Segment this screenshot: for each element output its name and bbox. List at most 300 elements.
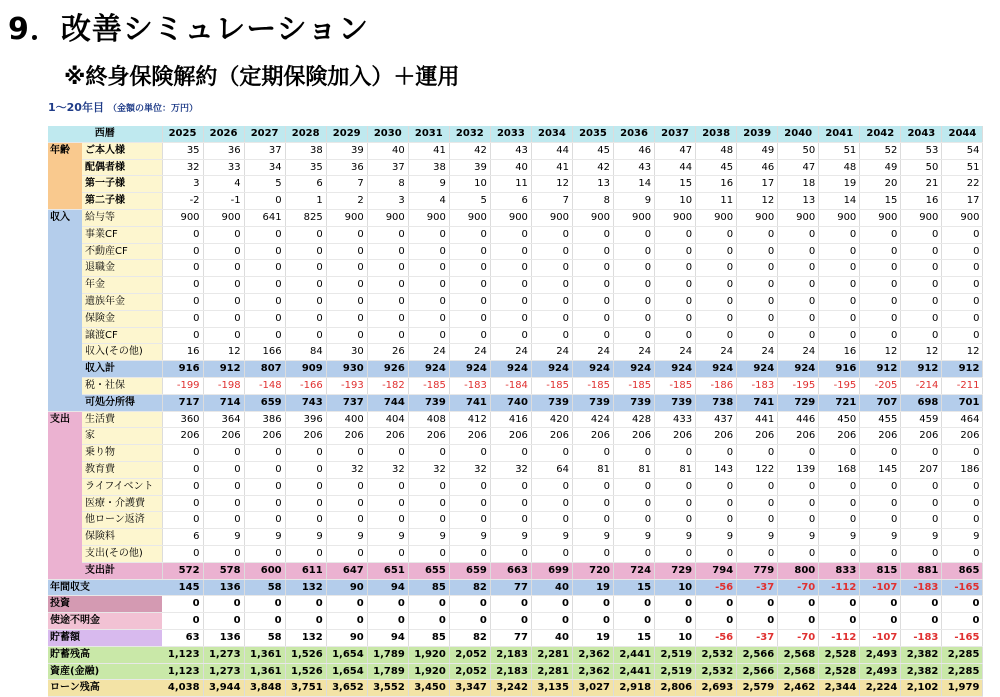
value-cell: 0 (614, 445, 655, 462)
value-cell: 206 (408, 428, 449, 445)
table-row (48, 142, 983, 159)
value-cell: 0 (244, 277, 285, 294)
value-cell: 0 (367, 613, 408, 630)
value-cell: 0 (942, 260, 983, 277)
value-cell: -199 (162, 377, 203, 394)
value-cell: 32 (367, 461, 408, 478)
value-cell: 0 (490, 478, 531, 495)
value-cell: 0 (203, 545, 244, 562)
table-row (48, 613, 983, 630)
value-cell: 0 (162, 596, 203, 613)
value-cell: 0 (285, 310, 326, 327)
value-cell: 2,806 (655, 680, 696, 697)
value-cell: 0 (531, 310, 572, 327)
value-cell: 924 (614, 361, 655, 378)
value-cell: 12 (942, 344, 983, 361)
value-cell: 206 (901, 428, 942, 445)
value-cell: 206 (737, 428, 778, 445)
row-group-label: 投資 (48, 596, 162, 613)
value-cell: 206 (367, 428, 408, 445)
value-cell: 32 (490, 461, 531, 478)
value-cell: 655 (408, 562, 449, 579)
value-cell: 24 (449, 344, 490, 361)
value-cell: 0 (408, 277, 449, 294)
value-cell: 0 (162, 512, 203, 529)
value-cell: 0 (860, 277, 901, 294)
value-cell: 0 (819, 293, 860, 310)
value-cell: 0 (614, 478, 655, 495)
value-cell: 0 (901, 310, 942, 327)
value-cell: 1,361 (244, 646, 285, 663)
value-cell: 0 (778, 512, 819, 529)
value-cell: 659 (244, 394, 285, 411)
value-cell: 32 (326, 461, 367, 478)
value-cell: 206 (531, 428, 572, 445)
value-cell: 0 (203, 277, 244, 294)
value-cell: 404 (367, 411, 408, 428)
value-cell: 0 (244, 495, 285, 512)
value-cell: 0 (162, 277, 203, 294)
value-cell: 924 (737, 361, 778, 378)
value-cell: 0 (244, 193, 285, 210)
value-cell: 0 (490, 445, 531, 462)
value-cell: 52 (860, 142, 901, 159)
value-cell: 0 (614, 545, 655, 562)
value-cell: 0 (531, 478, 572, 495)
value-cell: 0 (408, 293, 449, 310)
value-cell: 0 (696, 495, 737, 512)
value-cell: 2,568 (778, 663, 819, 680)
value-cell: 12 (860, 344, 901, 361)
value-cell: 39 (326, 142, 367, 159)
value-cell: 12 (203, 344, 244, 361)
value-cell: 143 (696, 461, 737, 478)
value-cell: 0 (696, 478, 737, 495)
value-cell: 58 (244, 579, 285, 596)
value-cell: 0 (778, 260, 819, 277)
value-cell: 63 (162, 629, 203, 646)
value-cell: 0 (819, 613, 860, 630)
year-header-row (48, 126, 983, 142)
value-cell: 9 (614, 529, 655, 546)
value-cell: 0 (244, 260, 285, 277)
value-cell: 437 (696, 411, 737, 428)
value-cell: 90 (326, 579, 367, 596)
value-cell: 0 (942, 277, 983, 294)
value-cell: 3 (162, 176, 203, 193)
value-cell: 912 (860, 361, 901, 378)
value-cell: 2,519 (655, 663, 696, 680)
value-cell: 77 (490, 629, 531, 646)
value-cell: 19 (572, 629, 613, 646)
value-cell: 0 (162, 310, 203, 327)
value-cell: 0 (942, 243, 983, 260)
value-cell: 17 (737, 176, 778, 193)
value-cell: 0 (860, 226, 901, 243)
page-subtitle: ※終身保険解約（定期保険加入）＋運用 (64, 65, 460, 90)
value-cell: -112 (819, 579, 860, 596)
value-cell: 0 (490, 260, 531, 277)
year-header-cell: 2030 (367, 126, 408, 142)
table-row (48, 445, 983, 462)
value-cell: 10 (655, 629, 696, 646)
value-cell: 34 (244, 159, 285, 176)
value-cell: 0 (942, 512, 983, 529)
value-cell: 0 (614, 495, 655, 512)
table-row (48, 193, 983, 210)
value-cell: 720 (572, 562, 613, 579)
value-cell: 0 (572, 545, 613, 562)
row-label: ご本人様 (82, 142, 162, 159)
table-body (48, 142, 983, 696)
value-cell: 14 (614, 176, 655, 193)
value-cell: 900 (901, 209, 942, 226)
value-cell: 3,751 (285, 680, 326, 697)
row-label: ライフイベント (82, 478, 162, 495)
row-group-label: 貯蓄残高 (48, 646, 162, 663)
value-cell: 900 (531, 209, 572, 226)
value-cell: 0 (572, 478, 613, 495)
value-cell: 412 (449, 411, 490, 428)
value-cell: 0 (572, 327, 613, 344)
value-cell: 2,344 (819, 680, 860, 697)
value-cell: 0 (860, 293, 901, 310)
value-cell: 206 (244, 428, 285, 445)
value-cell: 0 (326, 327, 367, 344)
value-cell: -70 (778, 579, 819, 596)
row-label: 退職金 (82, 260, 162, 277)
row-group-label: 貯蓄額 (48, 629, 162, 646)
value-cell: 900 (367, 209, 408, 226)
value-cell: 0 (819, 277, 860, 294)
value-cell: 0 (531, 277, 572, 294)
value-cell: 2,532 (696, 663, 737, 680)
value-cell: 0 (819, 495, 860, 512)
value-cell: 0 (696, 512, 737, 529)
value-cell: 900 (572, 209, 613, 226)
value-cell: 38 (408, 159, 449, 176)
value-cell: -193 (326, 377, 367, 394)
value-cell: 0 (572, 293, 613, 310)
value-cell: 94 (367, 579, 408, 596)
row-label: 譲渡CF (82, 327, 162, 344)
value-cell: 0 (531, 596, 572, 613)
value-cell: 0 (572, 512, 613, 529)
value-cell: 930 (326, 361, 367, 378)
value-cell: 207 (901, 461, 942, 478)
value-cell: -198 (203, 377, 244, 394)
value-cell: 2,493 (860, 646, 901, 663)
value-cell: 408 (408, 411, 449, 428)
page-title: 9．改善シミュレーション (8, 12, 370, 47)
value-cell: 446 (778, 411, 819, 428)
row-label: 収入(その他) (82, 344, 162, 361)
value-cell: 0 (655, 495, 696, 512)
value-cell: 0 (285, 545, 326, 562)
value-cell: 206 (490, 428, 531, 445)
value-cell: 2,382 (901, 646, 942, 663)
value-cell: 0 (860, 613, 901, 630)
value-cell: 0 (614, 512, 655, 529)
value-cell: 19 (819, 176, 860, 193)
value-cell: 0 (408, 445, 449, 462)
value-cell: -185 (572, 377, 613, 394)
value-cell: -185 (531, 377, 572, 394)
value-cell: 9 (531, 529, 572, 546)
row-label: 支出計 (82, 562, 162, 579)
value-cell: 0 (655, 277, 696, 294)
value-cell: 0 (367, 293, 408, 310)
value-cell: -183 (737, 377, 778, 394)
value-cell: 2,224 (860, 680, 901, 697)
period-label: 1～20年目 (48, 101, 104, 114)
row-label: 事業CF (82, 226, 162, 243)
value-cell: 464 (942, 411, 983, 428)
value-cell: 0 (531, 243, 572, 260)
value-cell: 0 (490, 277, 531, 294)
table-row (48, 293, 983, 310)
value-cell: 46 (737, 159, 778, 176)
value-cell: 807 (244, 361, 285, 378)
value-cell: 0 (326, 243, 367, 260)
value-cell: -211 (942, 377, 983, 394)
value-cell: 0 (572, 310, 613, 327)
value-cell: 364 (203, 411, 244, 428)
value-cell: 909 (285, 361, 326, 378)
value-cell: 0 (860, 495, 901, 512)
value-cell: 0 (737, 596, 778, 613)
value-cell: 9 (449, 529, 490, 546)
value-cell: 0 (367, 327, 408, 344)
value-cell: 64 (531, 461, 572, 478)
value-cell: 0 (614, 327, 655, 344)
value-cell: 0 (408, 596, 449, 613)
value-cell: 0 (778, 613, 819, 630)
year-header-cell: 2041 (819, 126, 860, 142)
value-cell: 900 (203, 209, 244, 226)
value-cell: 9 (244, 529, 285, 546)
value-cell: 50 (778, 142, 819, 159)
value-cell: 3,652 (326, 680, 367, 697)
value-cell: 0 (614, 293, 655, 310)
value-cell: 0 (778, 478, 819, 495)
value-cell: 0 (942, 327, 983, 344)
value-cell: 9 (572, 529, 613, 546)
value-cell: 924 (572, 361, 613, 378)
value-cell: 721 (819, 394, 860, 411)
value-cell: 0 (942, 596, 983, 613)
year-header-cell: 2033 (490, 126, 531, 142)
value-cell: 0 (737, 243, 778, 260)
value-cell: 0 (490, 226, 531, 243)
value-cell: 0 (696, 445, 737, 462)
year-header-cell: 2038 (696, 126, 737, 142)
value-cell: 24 (778, 344, 819, 361)
value-cell: 13 (572, 176, 613, 193)
value-cell: -195 (778, 377, 819, 394)
table-row (48, 596, 983, 613)
value-cell: 0 (490, 512, 531, 529)
value-cell: 738 (696, 394, 737, 411)
value-cell: 714 (203, 394, 244, 411)
year-header-cell: 2028 (285, 126, 326, 142)
value-cell: 0 (655, 512, 696, 529)
value-cell: 5 (449, 193, 490, 210)
value-cell: 1,920 (408, 646, 449, 663)
value-cell: 35 (162, 142, 203, 159)
value-cell: 206 (778, 428, 819, 445)
value-cell: 44 (655, 159, 696, 176)
value-cell: 833 (819, 562, 860, 579)
value-cell: 360 (162, 411, 203, 428)
value-cell: 2 (326, 193, 367, 210)
value-cell: 739 (614, 394, 655, 411)
value-cell: 9 (860, 529, 901, 546)
value-cell: 0 (819, 596, 860, 613)
value-cell: 0 (285, 445, 326, 462)
value-cell: 641 (244, 209, 285, 226)
value-cell: 2,519 (655, 646, 696, 663)
value-cell: 49 (737, 142, 778, 159)
value-cell: 0 (162, 243, 203, 260)
year-header-cell: 2044 (942, 126, 983, 142)
value-cell: 924 (778, 361, 819, 378)
value-cell: 206 (860, 428, 901, 445)
value-cell: 912 (942, 361, 983, 378)
value-cell: 4 (203, 176, 244, 193)
value-cell: 0 (737, 260, 778, 277)
value-cell: 924 (655, 361, 696, 378)
value-cell: 912 (203, 361, 244, 378)
value-cell: 2,382 (901, 663, 942, 680)
value-cell: 0 (203, 310, 244, 327)
row-label: 税・社保 (82, 377, 162, 394)
table-row (48, 428, 983, 445)
value-cell: -112 (819, 629, 860, 646)
value-cell: 0 (737, 495, 778, 512)
value-cell: 0 (367, 596, 408, 613)
value-cell: -185 (655, 377, 696, 394)
value-cell: 0 (285, 461, 326, 478)
value-cell: 12 (901, 344, 942, 361)
year-header-cell: 2039 (737, 126, 778, 142)
value-cell: 0 (162, 461, 203, 478)
value-cell: 0 (285, 596, 326, 613)
value-cell: 0 (901, 445, 942, 462)
value-cell: 0 (367, 226, 408, 243)
value-cell: 0 (203, 495, 244, 512)
value-cell: 0 (860, 310, 901, 327)
value-cell: 924 (408, 361, 449, 378)
value-cell: 0 (614, 613, 655, 630)
value-cell: 2,285 (942, 646, 983, 663)
value-cell: 0 (696, 260, 737, 277)
year-header-cell: 2029 (326, 126, 367, 142)
value-cell: 0 (942, 495, 983, 512)
value-cell: 0 (819, 327, 860, 344)
table-row (48, 327, 983, 344)
value-cell: -185 (614, 377, 655, 394)
value-cell: 2,183 (490, 663, 531, 680)
value-cell: -184 (490, 377, 531, 394)
value-cell: 1,123 (162, 646, 203, 663)
value-cell: 46 (614, 142, 655, 159)
value-cell: 0 (819, 512, 860, 529)
value-cell: 0 (655, 310, 696, 327)
value-cell: 0 (490, 243, 531, 260)
period-caption (48, 99, 198, 115)
value-cell: 53 (901, 142, 942, 159)
value-cell: 43 (490, 142, 531, 159)
value-cell: 3,450 (408, 680, 449, 697)
year-header-cell: 2031 (408, 126, 449, 142)
value-cell: 0 (244, 613, 285, 630)
value-cell: 0 (531, 327, 572, 344)
value-cell: 0 (819, 260, 860, 277)
value-cell: 900 (819, 209, 860, 226)
value-cell: 13 (778, 193, 819, 210)
value-cell: 9 (819, 529, 860, 546)
value-cell: 38 (285, 142, 326, 159)
value-cell: 729 (655, 562, 696, 579)
value-cell: 0 (285, 260, 326, 277)
value-cell: 0 (572, 445, 613, 462)
value-cell: 0 (531, 512, 572, 529)
row-label: 年金 (82, 277, 162, 294)
value-cell: 701 (942, 394, 983, 411)
value-cell: 0 (942, 293, 983, 310)
value-cell: 0 (737, 226, 778, 243)
value-cell: -205 (860, 377, 901, 394)
value-cell: 0 (162, 260, 203, 277)
value-cell: 0 (449, 478, 490, 495)
value-cell: 18 (778, 176, 819, 193)
value-cell: -56 (696, 629, 737, 646)
year-header-cell: 2026 (203, 126, 244, 142)
value-cell: 10 (655, 579, 696, 596)
value-cell: 24 (696, 344, 737, 361)
value-cell: 0 (408, 512, 449, 529)
value-cell: 9 (408, 176, 449, 193)
value-cell: 10 (655, 193, 696, 210)
value-cell: 37 (367, 159, 408, 176)
value-cell: 2,441 (614, 663, 655, 680)
value-cell: 0 (285, 277, 326, 294)
value-cell: -107 (860, 579, 901, 596)
value-cell: 0 (901, 293, 942, 310)
value-cell: 0 (655, 260, 696, 277)
value-cell: 2,462 (778, 680, 819, 697)
value-cell: 0 (408, 226, 449, 243)
value-cell: 132 (285, 579, 326, 596)
value-cell: 0 (203, 613, 244, 630)
value-cell: 1 (285, 193, 326, 210)
value-cell: 85 (408, 579, 449, 596)
value-cell: 900 (737, 209, 778, 226)
value-cell: 0 (696, 613, 737, 630)
value-cell: 30 (326, 344, 367, 361)
value-cell: 0 (614, 226, 655, 243)
year-header-cell: 2032 (449, 126, 490, 142)
value-cell: 90 (326, 629, 367, 646)
value-cell: 0 (326, 495, 367, 512)
value-cell: 81 (614, 461, 655, 478)
row-label: 第一子様 (82, 176, 162, 193)
value-cell: 4 (408, 193, 449, 210)
row-label: 保険料 (82, 529, 162, 546)
value-cell: -37 (737, 629, 778, 646)
value-cell: 2,052 (449, 663, 490, 680)
